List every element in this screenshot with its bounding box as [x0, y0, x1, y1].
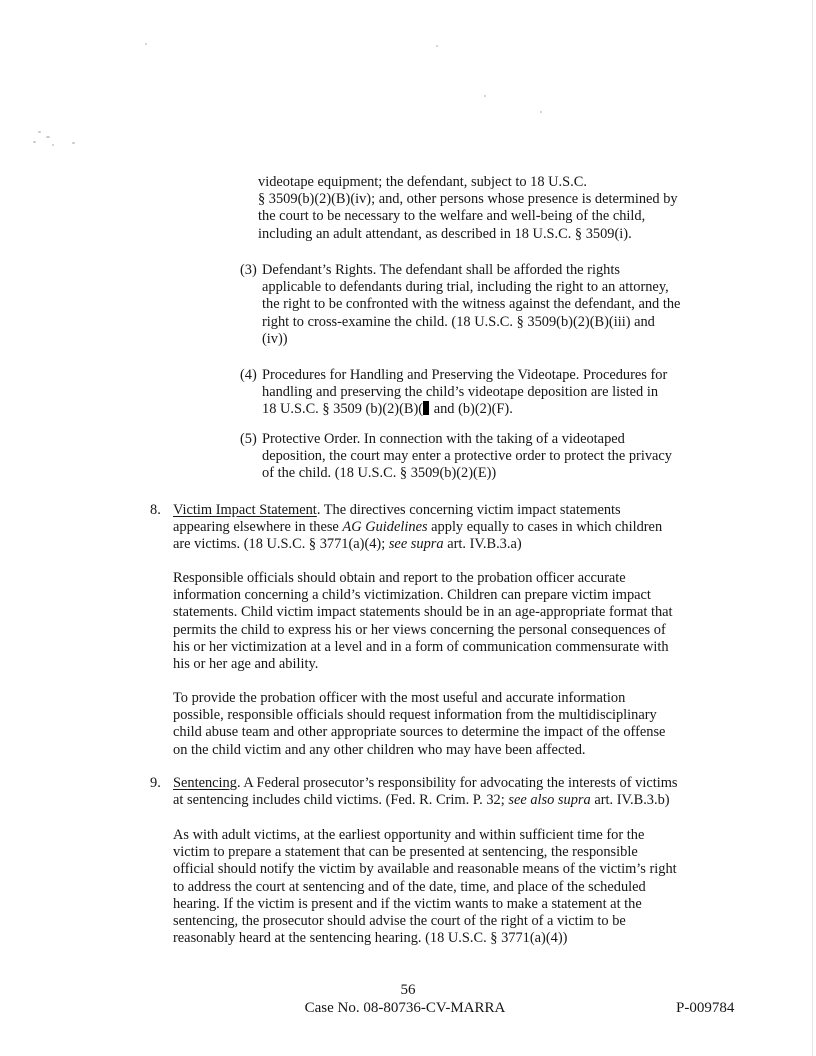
scan-edge: [812, 0, 813, 1056]
item-8-text: [173, 502, 662, 554]
scan-speck: [52, 144, 54, 146]
page-number: 56: [400, 982, 416, 998]
scan-speck: [46, 136, 50, 138]
item-9-italic-a: see also supra: [508, 792, 591, 809]
subitem-4-text: [262, 367, 667, 419]
item-8-text-part-a: . The directives concerning victim impact statements appearing elsewhere in these: [173, 502, 621, 536]
item-8-italic-a: AG Guidelines: [342, 519, 428, 536]
scan-speck: [72, 142, 75, 144]
scan-speck: [484, 95, 486, 97]
subitem-4-text-part-a: Procedures for Handling and Preserving the Videotape. Procedures for handling and preserving the child’s videotape deposition are listed in 18 U.S.C. § 3509 (b)(2)(B)(: [262, 367, 668, 418]
item-8-text-part-c: art. IV.B.3.a): [443, 536, 522, 553]
subitem-3-text: Defendant’s Rights. The defendant shall be afforded the rights applicable to defendants during trial, including the right to an attorney, the right to be confronted with the witness against the defendant, and the right to cross-examine the child. (18 U.S.C. § 3509(b)(2)(B)(iii) and (iv)): [262, 262, 681, 347]
scan-speck: [145, 43, 147, 45]
item-9-paragraph-2: As with adult victims, at the earliest opportunity and within sufficient time for the victim to prepare a statement that can be presented at sentencing, the responsible official should notify the victim by available and reasonable means of the victim’s right to address the court at sentencing and of the date, time, and place of the scheduled hearing. If the victim is present and if the victim wants to make a statement at the sentencing, the prosecutor should advise the court of the right of a victim to be reasonably heard at the sentencing hearing. (18 U.S.C. § 3771(a)(4)): [173, 827, 677, 947]
case-number: Case No. 08-80736-CV-MARRA: [304, 1000, 506, 1016]
subitem-5-number: (5): [240, 431, 257, 447]
scan-speck: [540, 111, 542, 113]
bates-number: P-009784: [676, 1000, 735, 1016]
item-8-italic-b: see supra: [388, 536, 444, 553]
item-9-text-part-b: art. IV.B.3.b): [590, 792, 670, 809]
item-9-text-part-a: . A Federal prosecutor’s responsibility for advocating the interests of victims at sentencing includes child victims. (Fed. R. Crim. P. 32;: [173, 775, 678, 809]
item-8-number: 8.: [150, 502, 161, 518]
scan-speck: [38, 131, 41, 133]
item-8-paragraph-3: To provide the probation officer with the most useful and accurate information possible, responsible officials should request information from the multidisciplinary child abuse team and other appropriate sources to determine the impact of the offense on the child victim and any other children who may have been affected.: [173, 690, 666, 758]
item-8-heading: Victim Impact Statement: [173, 502, 317, 518]
subitem-4-number: (4): [240, 367, 257, 383]
scan-speck: [33, 141, 36, 143]
continued-paragraph: videotape equipment; the defendant, subject to 18 U.S.C. § 3509(b)(2)(B)(iv); and, other persons whose presence is determined by the court to be necessary to the welfare and well-being of the child, including an adult attendant, as described in 18 U.S.C. § 3509(i).: [258, 174, 678, 242]
item-8-paragraph-2: Responsible officials should obtain and report to the probation officer accurate information concerning a child’s victimization. Children can prepare victim impact statements. Child victim impact statements should be in an age-appropriate format that permits the child to express his or her views concerning the personal consequences of his or her victimization at a level and in a form of communication commensurate with his or her age and ability.: [173, 570, 673, 673]
item-9-heading: Sentencing: [173, 775, 237, 791]
subitem-3-number: (3): [240, 262, 257, 278]
item-9-text: [173, 775, 678, 809]
scan-speck: [436, 45, 438, 47]
subitem-4-text-part-b: and (b)(2)(F).: [430, 401, 513, 418]
item-8-text-part-b: apply equally to cases in which children are victims. (18 U.S.C. § 3771(a)(4);: [173, 519, 663, 553]
redaction-mark: [423, 401, 429, 415]
item-9-number: 9.: [150, 775, 161, 791]
subitem-5-text: Protective Order. In connection with the taking of a videotaped deposition, the court may enter a protective order to protect the privacy of the child. (18 U.S.C. § 3509(b)(2)(E)): [262, 431, 672, 482]
